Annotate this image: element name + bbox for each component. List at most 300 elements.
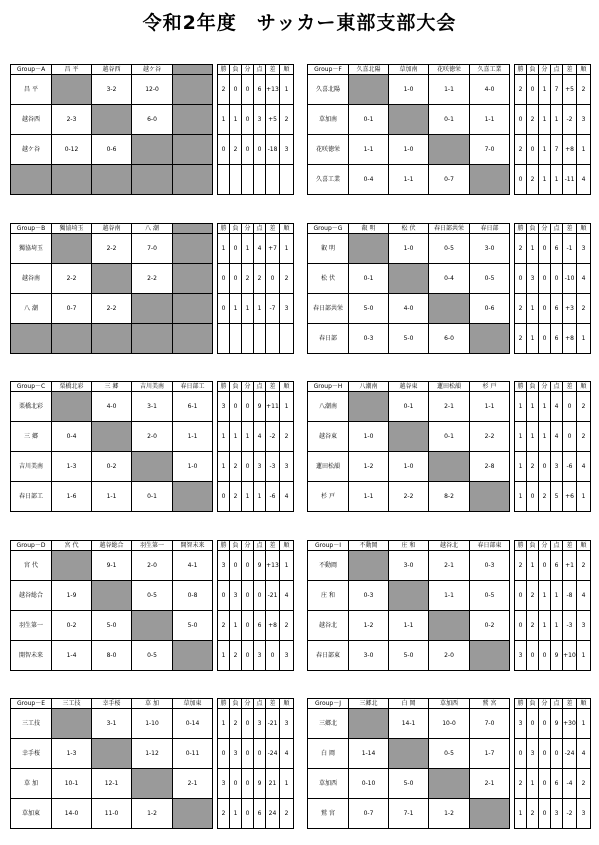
stat-cell: 0 (527, 75, 539, 105)
score-cell: 0-7 (429, 165, 470, 195)
score-cell: 0-1 (429, 422, 470, 452)
stat-header: 順 (280, 382, 294, 392)
stat-cell: 2 (230, 641, 242, 671)
stat-cell: 1 (280, 769, 294, 799)
table-row (11, 324, 294, 354)
stat-cell: 0 (539, 739, 551, 769)
stat-header: 負 (230, 65, 242, 75)
stat-cell: 3 (515, 709, 527, 739)
stat-cell: 1 (218, 422, 230, 452)
score-cell: 8-0 (92, 641, 132, 671)
score-cell (470, 324, 510, 354)
table-row (11, 105, 294, 135)
team-name (11, 324, 52, 354)
stat-cell: -21 (266, 581, 280, 611)
stat-cell: -24 (266, 739, 280, 769)
stat-cell: 2 (539, 482, 551, 512)
stat-cell: 3 (577, 234, 591, 264)
stat-cell: 3 (280, 709, 294, 739)
score-cell (470, 165, 510, 195)
stat-cell: 4 (577, 581, 591, 611)
score-cell: 1-2 (429, 799, 470, 829)
stat-cell: 2 (515, 324, 527, 354)
stat-cell: 3 (527, 739, 539, 769)
stat-cell: 2 (230, 709, 242, 739)
stat-cell: 1 (551, 105, 563, 135)
stat-cell: 0 (242, 105, 254, 135)
score-cell: 0-6 (470, 294, 510, 324)
group-table-e (10, 698, 294, 829)
stat-cell: 2 (527, 165, 539, 195)
stat-header: 差 (266, 382, 280, 392)
stat-cell (218, 165, 230, 195)
score-cell: 2-0 (132, 422, 173, 452)
group-table-b (10, 223, 294, 354)
score-cell: 0-8 (173, 581, 213, 611)
stat-cell: 6 (551, 294, 563, 324)
stat-header: 勝 (515, 224, 527, 234)
score-cell: 1-1 (389, 611, 429, 641)
stat-cell: 2 (218, 75, 230, 105)
stat-cell: 0 (515, 105, 527, 135)
stat-cell: +10 (563, 641, 577, 671)
stat-cell (218, 324, 230, 354)
stat-header: 順 (280, 699, 294, 709)
table-row (308, 165, 591, 195)
stat-cell: 2 (280, 264, 294, 294)
stat-header: 点 (551, 224, 563, 234)
score-cell (389, 739, 429, 769)
team-header: 庄 和 (389, 541, 429, 551)
stat-cell: 2 (280, 422, 294, 452)
score-cell: 1-0 (389, 234, 429, 264)
table-row (308, 709, 591, 739)
score-cell: 2-2 (92, 234, 132, 264)
table-row (11, 799, 294, 829)
stat-cell: 3 (280, 135, 294, 165)
score-cell: 2-2 (389, 482, 429, 512)
stat-cell: 3 (280, 641, 294, 671)
stat-header: 点 (551, 382, 563, 392)
stat-cell: 0 (515, 611, 527, 641)
score-cell: 0-1 (349, 105, 389, 135)
stat-header: 順 (577, 382, 591, 392)
group-label: Group－I (308, 541, 349, 551)
stat-cell: 0 (242, 75, 254, 105)
stat-cell: 0 (218, 581, 230, 611)
team-name: 春日部 (308, 324, 349, 354)
header-row (308, 541, 591, 551)
stat-header: 分 (539, 699, 551, 709)
score-cell: 2-0 (429, 641, 470, 671)
score-cell: 0-10 (349, 769, 389, 799)
stat-cell: 2 (577, 551, 591, 581)
score-cell: 1-3 (52, 739, 92, 769)
team-name: 獨協埼玉 (11, 234, 52, 264)
team-header: 越谷南 (92, 224, 132, 234)
team-name: 三工技 (11, 709, 52, 739)
score-cell (349, 392, 389, 422)
stat-cell: 2 (280, 105, 294, 135)
stat-cell: 1 (230, 294, 242, 324)
stat-cell: 2 (577, 422, 591, 452)
score-cell: 1-2 (349, 611, 389, 641)
stat-cell: 0 (539, 709, 551, 739)
score-cell: 1-9 (52, 581, 92, 611)
stat-cell: 2 (515, 234, 527, 264)
team-header: 叡 明 (349, 224, 389, 234)
stat-cell: 1 (515, 482, 527, 512)
score-cell (349, 709, 389, 739)
score-cell: 9-1 (92, 551, 132, 581)
score-cell: 0-2 (92, 452, 132, 482)
stat-header: 分 (539, 541, 551, 551)
table-row (308, 294, 591, 324)
stat-cell: 2 (515, 551, 527, 581)
stat-header: 順 (280, 65, 294, 75)
table-row (11, 739, 294, 769)
stat-cell: 6 (551, 324, 563, 354)
team-name: 草加西 (308, 769, 349, 799)
stat-cell: 0 (539, 234, 551, 264)
score-cell: 2-0 (132, 551, 173, 581)
stat-cell: 0 (242, 611, 254, 641)
stat-cell: 0 (242, 452, 254, 482)
stat-cell: 1 (539, 165, 551, 195)
stat-header: 点 (254, 699, 266, 709)
team-header: 白 岡 (389, 699, 429, 709)
score-cell: 14-1 (389, 709, 429, 739)
score-cell: 0-11 (173, 739, 213, 769)
stat-header: 順 (280, 541, 294, 551)
stat-header: 分 (242, 699, 254, 709)
table-row (308, 392, 591, 422)
stat-cell: 1 (230, 799, 242, 829)
stat-cell: 1 (218, 105, 230, 135)
team-name: 幸手桜 (11, 739, 52, 769)
stat-header: 点 (254, 382, 266, 392)
group-label: Group－D (11, 541, 52, 551)
stat-cell: 1 (551, 165, 563, 195)
team-header: 三 郷 (92, 382, 132, 392)
score-cell: 1-0 (173, 452, 213, 482)
stat-cell: 1 (577, 324, 591, 354)
score-cell: 4-0 (470, 75, 510, 105)
score-cell: 6-1 (173, 392, 213, 422)
score-cell: 1-4 (52, 641, 92, 671)
stat-cell: -21 (266, 709, 280, 739)
team-header: 越谷東 (389, 382, 429, 392)
score-cell: 11-0 (92, 799, 132, 829)
team-name: 久喜工業 (308, 165, 349, 195)
stat-header: 差 (266, 541, 280, 551)
header-row (11, 65, 294, 75)
stat-cell: 0 (551, 264, 563, 294)
score-cell: 0-12 (52, 135, 92, 165)
stat-cell: 9 (254, 392, 266, 422)
score-cell (429, 769, 470, 799)
stat-cell: 2 (230, 482, 242, 512)
score-cell: 7-0 (470, 709, 510, 739)
stat-cell: 0 (563, 392, 577, 422)
stat-cell: 0 (230, 264, 242, 294)
score-cell (173, 105, 213, 135)
team-header: 羽生第一 (132, 541, 173, 551)
stat-cell: 5 (551, 482, 563, 512)
team-header: 花咲徳栄 (429, 65, 470, 75)
stat-cell: 0 (242, 551, 254, 581)
stat-header: 分 (539, 65, 551, 75)
stat-cell: 9 (254, 769, 266, 799)
score-cell (132, 324, 173, 354)
stat-cell: 4 (577, 452, 591, 482)
table-row (11, 611, 294, 641)
table-row (11, 581, 294, 611)
score-cell: 3-1 (92, 709, 132, 739)
score-cell (173, 135, 213, 165)
stat-header: 点 (551, 699, 563, 709)
stat-cell: 1 (527, 551, 539, 581)
stat-cell: 24 (266, 799, 280, 829)
score-cell (52, 165, 92, 195)
stat-cell: 2 (515, 135, 527, 165)
stat-cell: 4 (577, 739, 591, 769)
score-cell (389, 264, 429, 294)
team-name: 吉川美南 (11, 452, 52, 482)
stat-cell: 0 (254, 581, 266, 611)
stat-header: 負 (230, 541, 242, 551)
stat-cell: 1 (515, 799, 527, 829)
table-row (11, 551, 294, 581)
stat-header: 順 (577, 541, 591, 551)
stat-cell: -6 (266, 482, 280, 512)
stat-cell: +7 (266, 234, 280, 264)
stat-header: 分 (539, 224, 551, 234)
team-name: 蓮田松韻 (308, 452, 349, 482)
group-label: Group－J (308, 699, 349, 709)
team-header (173, 224, 213, 234)
stat-cell: 6 (551, 769, 563, 799)
stat-header: 勝 (515, 541, 527, 551)
score-cell (349, 234, 389, 264)
team-name: 越谷西 (11, 105, 52, 135)
stat-cell: 9 (551, 709, 563, 739)
score-cell (389, 105, 429, 135)
score-cell: 1-1 (429, 75, 470, 105)
team-header: 三郷北 (349, 699, 389, 709)
stat-cell: 21 (266, 769, 280, 799)
team-name: 不動岡 (308, 551, 349, 581)
score-cell (132, 165, 173, 195)
table-row (11, 75, 294, 105)
team-name: 春日部工 (11, 482, 52, 512)
score-cell (173, 641, 213, 671)
group-table-j (307, 698, 591, 829)
stat-cell (280, 165, 294, 195)
stat-cell: 1 (242, 482, 254, 512)
score-cell: 4-1 (173, 551, 213, 581)
score-cell: 5-0 (349, 294, 389, 324)
team-header: 開智未来 (173, 541, 213, 551)
team-header: 久喜北陽 (349, 65, 389, 75)
stat-cell: 1 (539, 105, 551, 135)
stat-cell: 3 (254, 105, 266, 135)
stat-cell: 1 (218, 709, 230, 739)
score-cell: 1-12 (132, 739, 173, 769)
stat-cell: 1 (515, 392, 527, 422)
score-cell: 1-14 (349, 739, 389, 769)
group-table-f (307, 64, 591, 195)
score-cell: 1-0 (389, 135, 429, 165)
group-table-a (10, 64, 294, 195)
stat-cell: 0 (515, 581, 527, 611)
score-cell (52, 709, 92, 739)
stat-cell: -8 (563, 581, 577, 611)
score-cell (349, 75, 389, 105)
stat-header: 点 (551, 65, 563, 75)
stat-cell: 0 (230, 75, 242, 105)
team-header: 八 潮 (132, 224, 173, 234)
stat-cell: 1 (242, 234, 254, 264)
score-cell: 1-0 (389, 452, 429, 482)
team-header: 越谷西 (92, 65, 132, 75)
score-cell: 0-3 (349, 324, 389, 354)
stat-cell: 0 (266, 641, 280, 671)
score-cell: 1-1 (173, 422, 213, 452)
score-cell: 1-1 (349, 482, 389, 512)
score-cell (470, 482, 510, 512)
table-row (11, 264, 294, 294)
score-cell (349, 551, 389, 581)
stat-cell: 1 (527, 769, 539, 799)
stat-header: 差 (266, 699, 280, 709)
stat-cell: 3 (280, 294, 294, 324)
score-cell (132, 294, 173, 324)
stat-cell (242, 165, 254, 195)
score-cell: 0-4 (349, 165, 389, 195)
stat-cell: -2 (563, 799, 577, 829)
stat-cell: 3 (280, 452, 294, 482)
stat-cell: 1 (551, 581, 563, 611)
stat-cell: -1 (563, 234, 577, 264)
stat-header: 勝 (218, 224, 230, 234)
table-row (11, 769, 294, 799)
stat-header: 負 (527, 224, 539, 234)
stat-cell: -6 (563, 452, 577, 482)
stat-cell: 1 (218, 452, 230, 482)
score-cell: 2-8 (470, 452, 510, 482)
stat-cell: 3 (254, 709, 266, 739)
stat-cell: +6 (563, 482, 577, 512)
score-cell (389, 422, 429, 452)
stat-cell: 1 (577, 641, 591, 671)
stat-header: 順 (577, 65, 591, 75)
stat-cell: -11 (563, 165, 577, 195)
stat-cell: +8 (563, 324, 577, 354)
stat-cell: 6 (551, 234, 563, 264)
team-header: 草加西 (429, 699, 470, 709)
score-cell (389, 581, 429, 611)
team-header: 久喜工業 (470, 65, 510, 75)
score-cell: 2-1 (173, 769, 213, 799)
team-header: 越ケ谷 (132, 65, 173, 75)
score-cell (173, 482, 213, 512)
stat-cell: 3 (230, 739, 242, 769)
stat-header: 分 (242, 541, 254, 551)
stat-header: 勝 (515, 65, 527, 75)
group-table-g (307, 223, 591, 354)
team-name: 八 潮 (11, 294, 52, 324)
stat-cell: 7 (551, 135, 563, 165)
group-label: Group－A (11, 65, 52, 75)
score-cell: 2-1 (429, 551, 470, 581)
stat-cell: 2 (577, 294, 591, 324)
stat-cell: 3 (577, 611, 591, 641)
table-row (11, 294, 294, 324)
team-name: 花咲徳栄 (308, 135, 349, 165)
stat-cell: 4 (254, 234, 266, 264)
score-cell: 0-3 (349, 581, 389, 611)
score-cell: 0-3 (470, 551, 510, 581)
stat-header: 勝 (515, 382, 527, 392)
stat-cell: 1 (230, 422, 242, 452)
group-label: Group－E (11, 699, 52, 709)
stat-cell: 0 (230, 551, 242, 581)
table-row (11, 422, 294, 452)
group-label: Group－B (11, 224, 52, 234)
score-cell (132, 452, 173, 482)
table-row (11, 234, 294, 264)
stat-cell: 3 (577, 799, 591, 829)
team-name: 越ケ谷 (11, 135, 52, 165)
table-row (11, 452, 294, 482)
stat-cell: +8 (266, 611, 280, 641)
stat-cell: 0 (527, 135, 539, 165)
stat-cell: 6 (254, 75, 266, 105)
score-cell (92, 739, 132, 769)
stat-header: 点 (254, 224, 266, 234)
stat-header: 勝 (515, 699, 527, 709)
score-cell: 14-0 (52, 799, 92, 829)
stat-cell: 0 (539, 769, 551, 799)
score-cell: 0-5 (429, 234, 470, 264)
team-name: 鷲 宮 (308, 799, 349, 829)
score-cell: 2-1 (470, 769, 510, 799)
header-row (308, 224, 591, 234)
stat-header: 差 (563, 224, 577, 234)
stat-cell: 3 (254, 452, 266, 482)
team-header: 越谷北 (429, 541, 470, 551)
score-cell (173, 165, 213, 195)
stat-cell: 1 (527, 234, 539, 264)
stat-cell: 0 (242, 799, 254, 829)
score-cell: 3-2 (92, 75, 132, 105)
stat-cell (230, 324, 242, 354)
score-cell: 7-1 (389, 799, 429, 829)
stat-header: 負 (527, 541, 539, 551)
stat-cell: 1 (577, 482, 591, 512)
score-cell: 5-0 (389, 641, 429, 671)
team-name: 草加南 (308, 105, 349, 135)
stat-cell (280, 324, 294, 354)
score-cell: 5-0 (92, 611, 132, 641)
stat-header: 差 (563, 65, 577, 75)
score-cell (92, 165, 132, 195)
stat-cell: 1 (539, 611, 551, 641)
team-name: 越谷東 (308, 422, 349, 452)
stat-cell: 0 (242, 769, 254, 799)
score-cell (429, 611, 470, 641)
